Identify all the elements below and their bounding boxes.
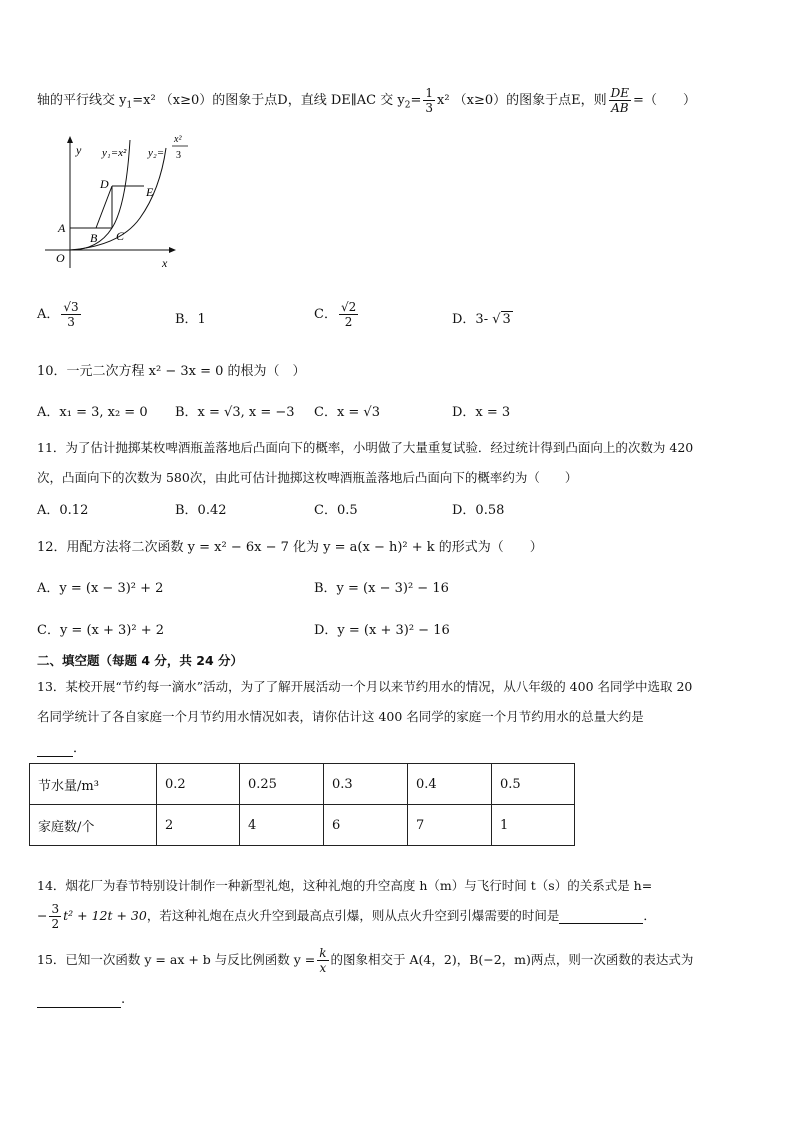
- q14-answer-blank[interactable]: [559, 908, 643, 924]
- q9-fraction-one-third: $\frac{1}{3}$: [425, 86, 433, 115]
- table-cell: 0.3: [324, 764, 408, 805]
- table-cell: 0.5: [492, 764, 575, 805]
- q12-option-d[interactable]: D．y = (x + 3)² − 16: [314, 623, 450, 638]
- q9-stem-text-4: x² （x≥0）的图象于点E，则: [436, 93, 607, 108]
- x-axis-arrow: [169, 247, 176, 253]
- q15-answer-line: .: [37, 992, 125, 1008]
- q13-table: [29, 763, 575, 846]
- q9-option-d[interactable]: D．3- √ 3: [452, 312, 511, 327]
- q12-option-c[interactable]: C．y = (x + 3)² + 2: [37, 623, 164, 638]
- q9-sub-1: 1: [126, 100, 133, 111]
- q9-option-a[interactable]: A． $\frac{√3}{3}$: [37, 300, 79, 329]
- table-row: [30, 764, 575, 805]
- line-BD: [96, 186, 112, 228]
- q15-fraction: $\frac{k}{x}$: [319, 946, 327, 975]
- label-O: O: [56, 251, 65, 265]
- table-row: [30, 805, 575, 846]
- table-cell: 2: [157, 805, 240, 846]
- q13-answer-line: ．: [37, 737, 86, 757]
- label-x: x: [162, 256, 168, 270]
- q10-option-a[interactable]: A．x₁ = 3, x₂ = 0: [37, 405, 148, 420]
- label-B: B: [90, 231, 98, 245]
- q9-stem-text-5: =（ ）: [633, 93, 696, 108]
- q15-answer-blank[interactable]: [37, 992, 121, 1008]
- q11-option-c[interactable]: C．0.5: [314, 503, 358, 518]
- q10-option-c[interactable]: C．x = √3: [314, 405, 380, 420]
- label-A: A: [58, 221, 66, 235]
- q12-option-a[interactable]: A．y = (x − 3)² + 2: [37, 581, 164, 596]
- q15-stem-line1: 15．已知一次函数 y = ax + b 与反比例函数 y = $\frac{k}{x}$ 的图象相交于 A(4，2)，B(−2，m)两点，则一次函数的表达式为: [37, 946, 694, 975]
- q9-option-b[interactable]: B．1: [175, 312, 206, 327]
- label-y: y: [76, 143, 82, 157]
- q11-option-b[interactable]: B．0.42: [175, 503, 227, 518]
- q13-answer-blank[interactable]: [37, 741, 73, 757]
- q9-ratio-fraction: $\frac{DE}{AB}$: [610, 86, 630, 115]
- q10-option-d[interactable]: D．x = 3: [452, 405, 511, 420]
- q11-option-a[interactable]: A．0.12: [37, 503, 89, 518]
- label-C: C: [116, 229, 125, 243]
- q9-stem: [37, 86, 696, 115]
- label-curve-y2-prefix: y₂=: [148, 147, 165, 159]
- q13-stem-line2: 名同学统计了各自家庭一个月节约用水情况如表，请你估计这 400 名同学的家庭一个月节约用水的总量大约是: [37, 709, 644, 724]
- q14-stem-line2: − $\frac{3}{2}$ t² + 12t + 30，若这种礼炮在点火升空到最高点引爆，则从点火升空到引爆需要的时间是 ．: [37, 902, 656, 931]
- q11-stem-line1: 11．为了估计抛掷某枚啤酒瓶盖落地后凸面向下的概率，小明做了大量重复试验．经过统计得到凸面向上的次数为 420: [37, 440, 694, 455]
- q14-stem-line1: 14．烟花厂为春节特别设计制作一种新型礼炮，这种礼炮的升空高度 h（m）与飞行时间 t（s）的关系式是 h=: [37, 878, 653, 893]
- label-curve-y2-num: x²: [174, 134, 182, 145]
- table-cell: 节水量/m³: [30, 764, 157, 805]
- q9-option-c[interactable]: C． $\frac{√2}{2}$: [314, 300, 357, 329]
- section-heading-fill-in: 二、填空题（每题 4 分，共 24 分）: [37, 653, 244, 668]
- q12-option-b[interactable]: B．y = (x − 3)² − 16: [314, 581, 449, 596]
- q10-option-b[interactable]: B．x = √3, x = −3: [175, 405, 295, 420]
- q11-option-d[interactable]: D．0.58: [452, 503, 505, 518]
- label-E: E: [146, 185, 154, 199]
- label-curve-y1: y₁=x²: [102, 147, 127, 159]
- y-axis-arrow: [67, 136, 73, 143]
- q11-stem-line2: 次，凸面向下的次数为 580次，由此可估计抛掷这枚啤酒瓶盖落地后凸面向下的概率约为（ ）: [37, 470, 578, 485]
- q9-stem-text-3: =: [410, 93, 422, 108]
- q14-fraction: $\frac{3}{2}$: [51, 902, 60, 931]
- label-D: D: [100, 177, 109, 191]
- q13-stem-line1: 13．某校开展“节约每一滴水”活动，为了了解开展活动一个月以来节约用水的情况，从八年级的 400 名同学中选取 20: [37, 679, 693, 694]
- q10-stem: 10．一元二次方程 x² − 3x = 0 的根为（ ）: [37, 364, 306, 379]
- table-cell: 7: [408, 805, 492, 846]
- label-curve-y2-den: 3: [176, 150, 181, 161]
- table-cell: 0.2: [157, 764, 240, 805]
- q12-stem: 12．用配方法将二次函数 y = x² − 6x − 7 化为 y = a(x − h)² + k 的形式为（ ）: [37, 540, 543, 555]
- q9-sub-2: 2: [404, 100, 411, 111]
- table-cell: 0.25: [240, 764, 324, 805]
- q9-graph: [40, 128, 200, 278]
- q9-stem-text-2: =x² （x≥0）的图象于点D，直线 DE∥AC 交 y: [132, 93, 405, 108]
- table-cell: 0.4: [408, 764, 492, 805]
- table-cell: 4: [240, 805, 324, 846]
- q9-stem-text-1: 轴的平行线交 y: [37, 93, 127, 108]
- table-cell: 家庭数/个: [30, 805, 157, 846]
- table-cell: 6: [324, 805, 408, 846]
- table-cell: 1: [492, 805, 575, 846]
